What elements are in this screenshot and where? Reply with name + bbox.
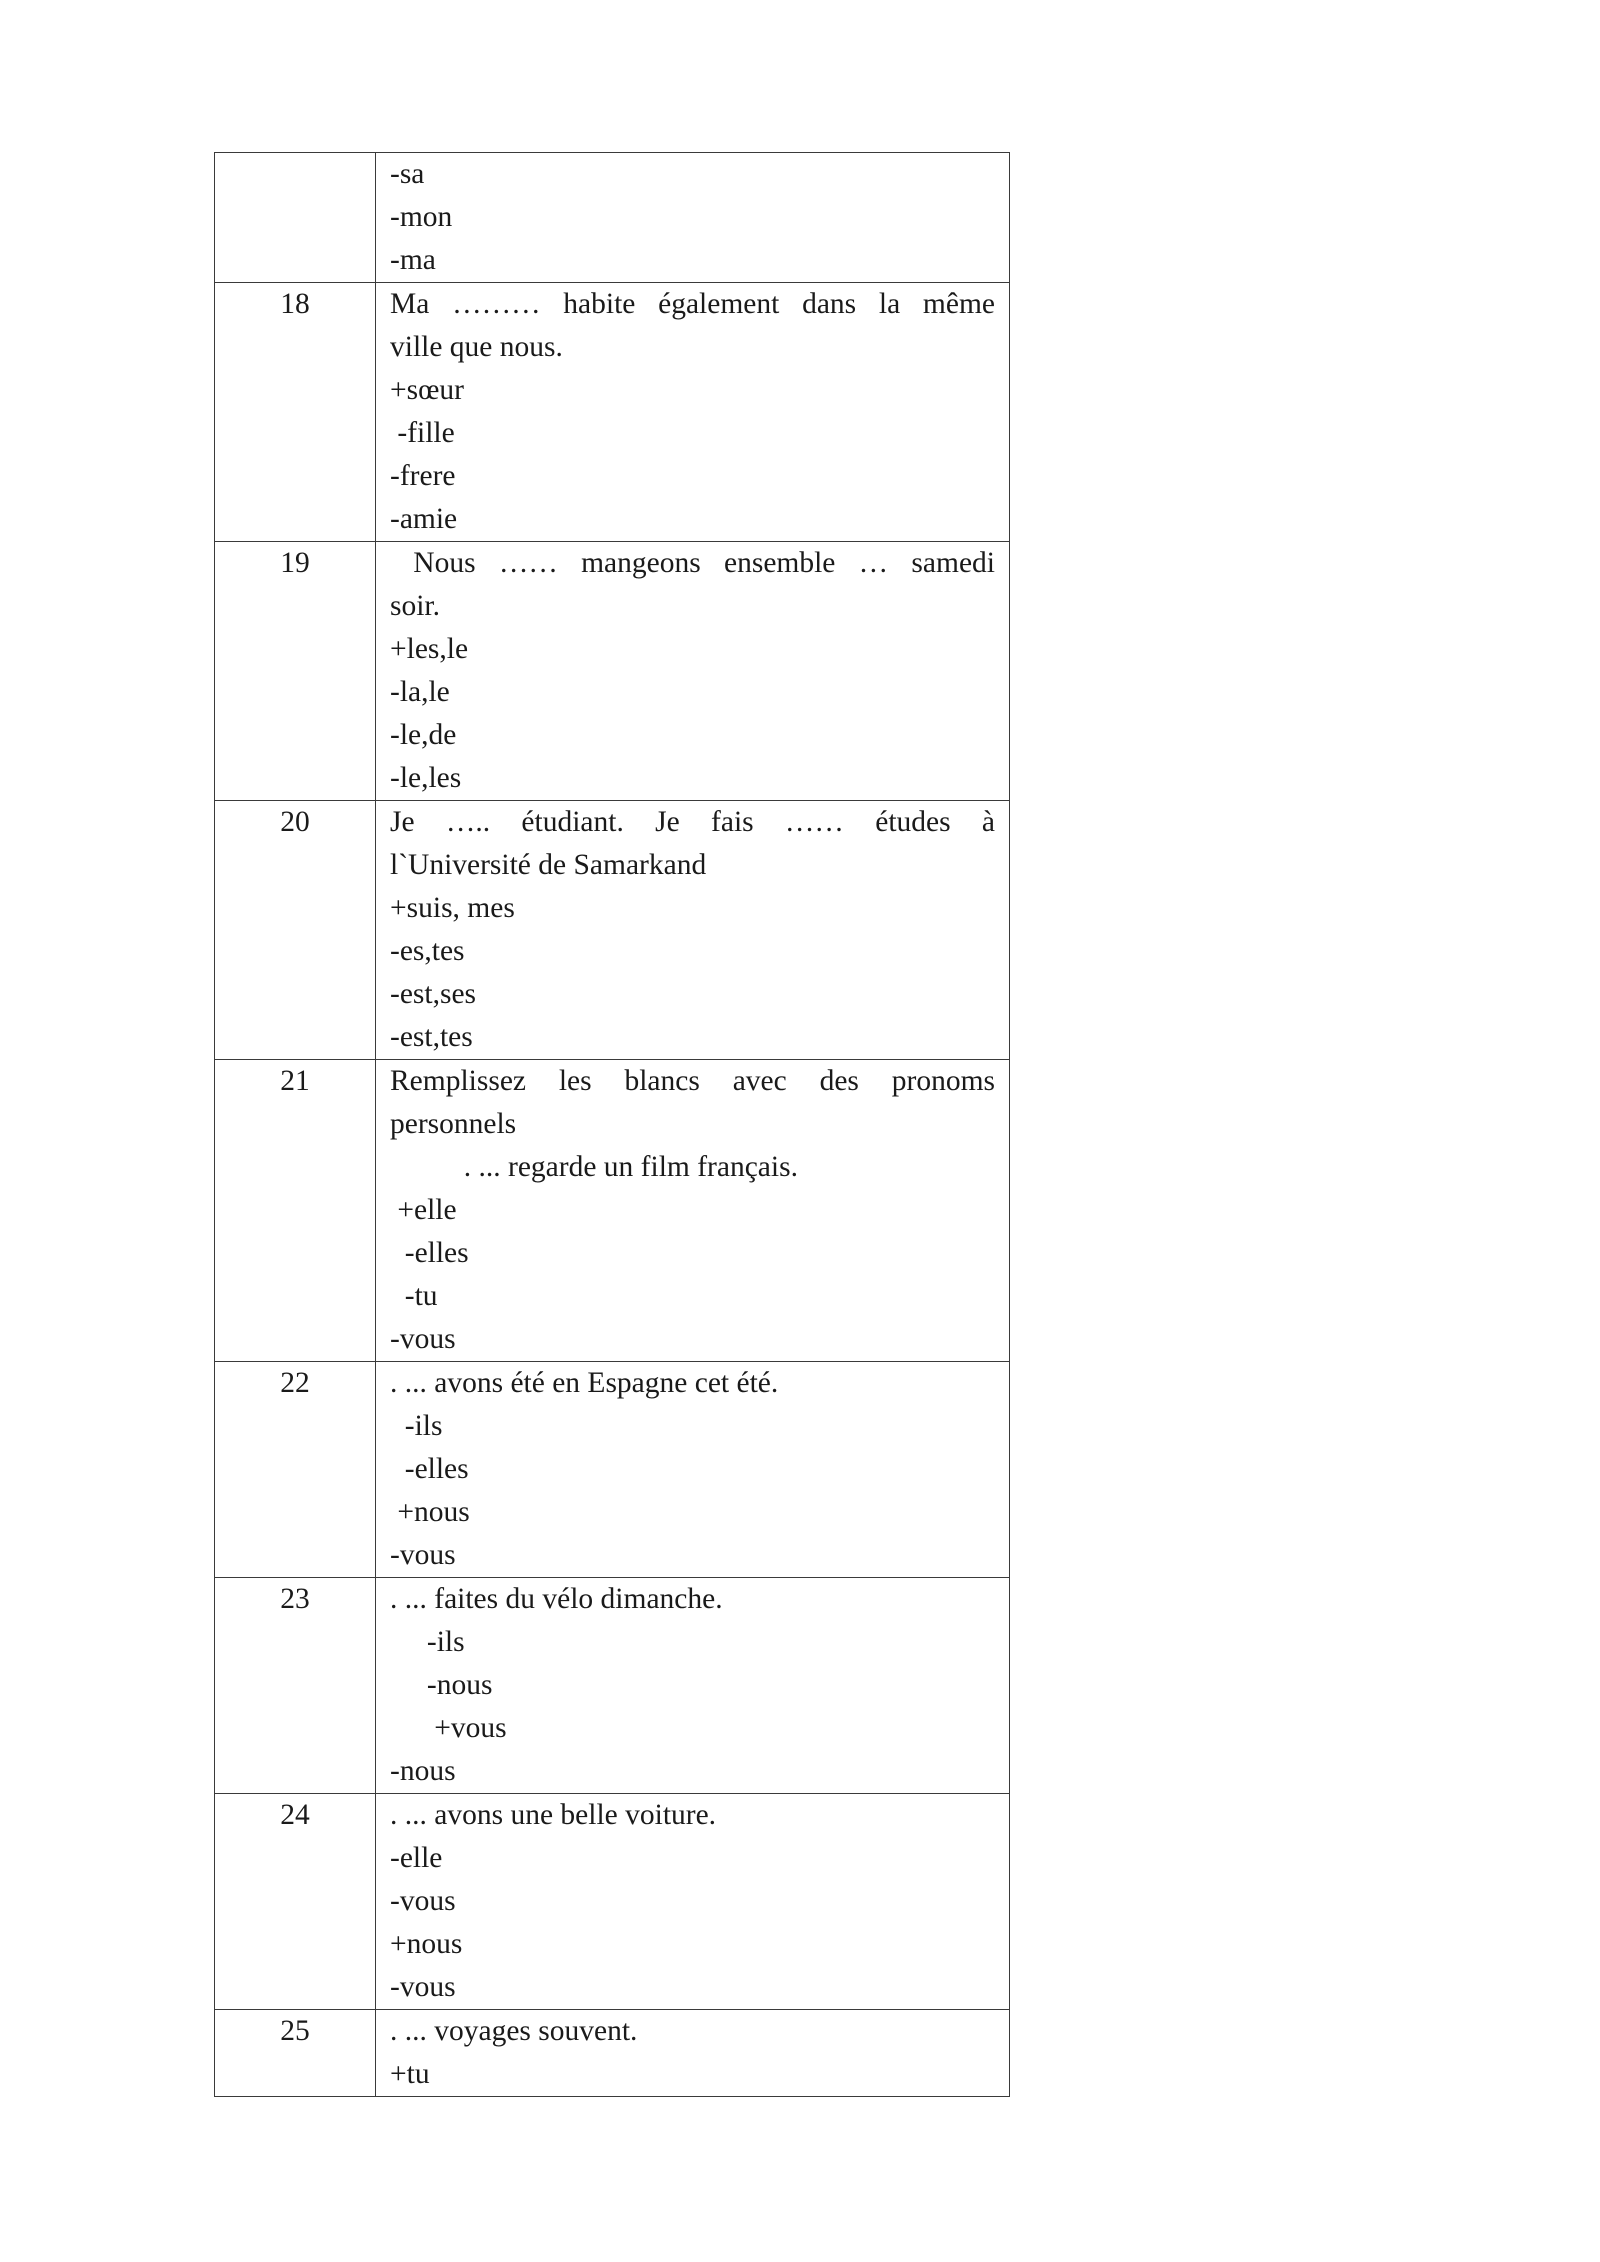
answer-option: -amie <box>390 503 458 535</box>
question-content-cell <box>376 153 1010 283</box>
answer-option: -sa <box>390 158 425 190</box>
question-text: . ... voyages souvent. <box>390 2015 638 2047</box>
table-row <box>215 542 1010 801</box>
answer-option: +vous <box>390 1712 507 1744</box>
answer-option: -est,ses <box>390 978 477 1010</box>
question-number: 20 <box>280 806 310 838</box>
question-number-cell <box>215 1060 376 1362</box>
question-text: . ... avons été en Espagne cet été. <box>390 1367 779 1399</box>
question-text: . ... regarde un film français. <box>390 1151 798 1183</box>
answer-option: -le,les <box>390 762 462 794</box>
answer-option: -elles <box>390 1237 469 1269</box>
question-number-cell <box>215 1578 376 1794</box>
answer-option: -es,tes <box>390 935 465 967</box>
question-number-cell <box>215 2010 376 2097</box>
question-instruction: personnels <box>390 1108 517 1140</box>
answer-option: +nous <box>390 1928 463 1960</box>
answer-option: -vous <box>390 1539 456 1571</box>
question-content-cell <box>376 1362 1010 1578</box>
table-row <box>215 801 1010 1060</box>
question-text: Nous …… mangeons ensemble … samedi <box>390 547 995 579</box>
answer-option: -ils <box>390 1410 443 1442</box>
quiz-table <box>214 152 1010 2097</box>
question-number-cell <box>215 1794 376 2010</box>
answer-option: -elle <box>390 1842 443 1874</box>
question-text: l`Université de Samarkand <box>390 849 707 881</box>
question-text: ville que nous. <box>390 331 563 363</box>
answer-option: +les,le <box>390 633 469 665</box>
question-content-cell <box>376 801 1010 1060</box>
question-text: soir. <box>390 590 440 622</box>
question-instruction: Remplissez les blancs avec des pronoms <box>390 1065 995 1097</box>
question-content-cell <box>376 1060 1010 1362</box>
table-row <box>215 153 1010 283</box>
answer-option: -ma <box>390 244 436 276</box>
answer-option: +sœur <box>390 374 464 406</box>
table-row <box>215 1060 1010 1362</box>
question-number-cell <box>215 1362 376 1578</box>
question-number: 24 <box>280 1799 310 1831</box>
table-row <box>215 1578 1010 1794</box>
answer-option: -vous <box>390 1323 456 1355</box>
question-number: 18 <box>280 288 310 320</box>
answer-option: -mon <box>390 201 453 233</box>
question-number: 23 <box>280 1583 310 1615</box>
question-number: 25 <box>280 2015 310 2047</box>
answer-option: -ils <box>390 1626 465 1658</box>
answer-option: -fille <box>390 417 455 449</box>
table-row <box>215 1362 1010 1578</box>
question-number: 22 <box>280 1367 310 1399</box>
table-row <box>215 283 1010 542</box>
question-text: Ma ……… habite également dans la même <box>390 288 995 320</box>
answer-option: -la,le <box>390 676 450 708</box>
answer-option: -vous <box>390 1885 456 1917</box>
question-content-cell <box>376 2010 1010 2097</box>
question-number-cell <box>215 801 376 1060</box>
answer-option: -le,de <box>390 719 457 751</box>
question-number-cell <box>215 283 376 542</box>
question-text: . ... avons une belle voiture. <box>390 1799 717 1831</box>
question-content-cell <box>376 542 1010 801</box>
answer-option: -elles <box>390 1453 469 1485</box>
table-row <box>215 1794 1010 2010</box>
question-number-cell <box>215 153 376 283</box>
question-number: 21 <box>280 1065 310 1097</box>
question-content-cell <box>376 1578 1010 1794</box>
question-text: . ... faites du vélo dimanche. <box>390 1583 723 1615</box>
answer-option: +elle <box>390 1194 457 1226</box>
question-content-cell <box>376 1794 1010 2010</box>
answer-option: +nous <box>390 1496 470 1528</box>
answer-option: -nous <box>390 1669 493 1701</box>
answer-option: +tu <box>390 2058 430 2090</box>
answer-option: -frere <box>390 460 456 492</box>
question-number: 19 <box>280 547 310 579</box>
answer-option: +suis, mes <box>390 892 515 924</box>
question-content-cell <box>376 283 1010 542</box>
table-row <box>215 2010 1010 2097</box>
answer-option: -vous <box>390 1971 456 2003</box>
answer-option: -nous <box>390 1755 456 1787</box>
question-text: Je ….. étudiant. Je fais …… études à <box>390 806 995 838</box>
answer-option: -est,tes <box>390 1021 473 1053</box>
question-number-cell <box>215 542 376 801</box>
answer-option: -tu <box>390 1280 438 1312</box>
